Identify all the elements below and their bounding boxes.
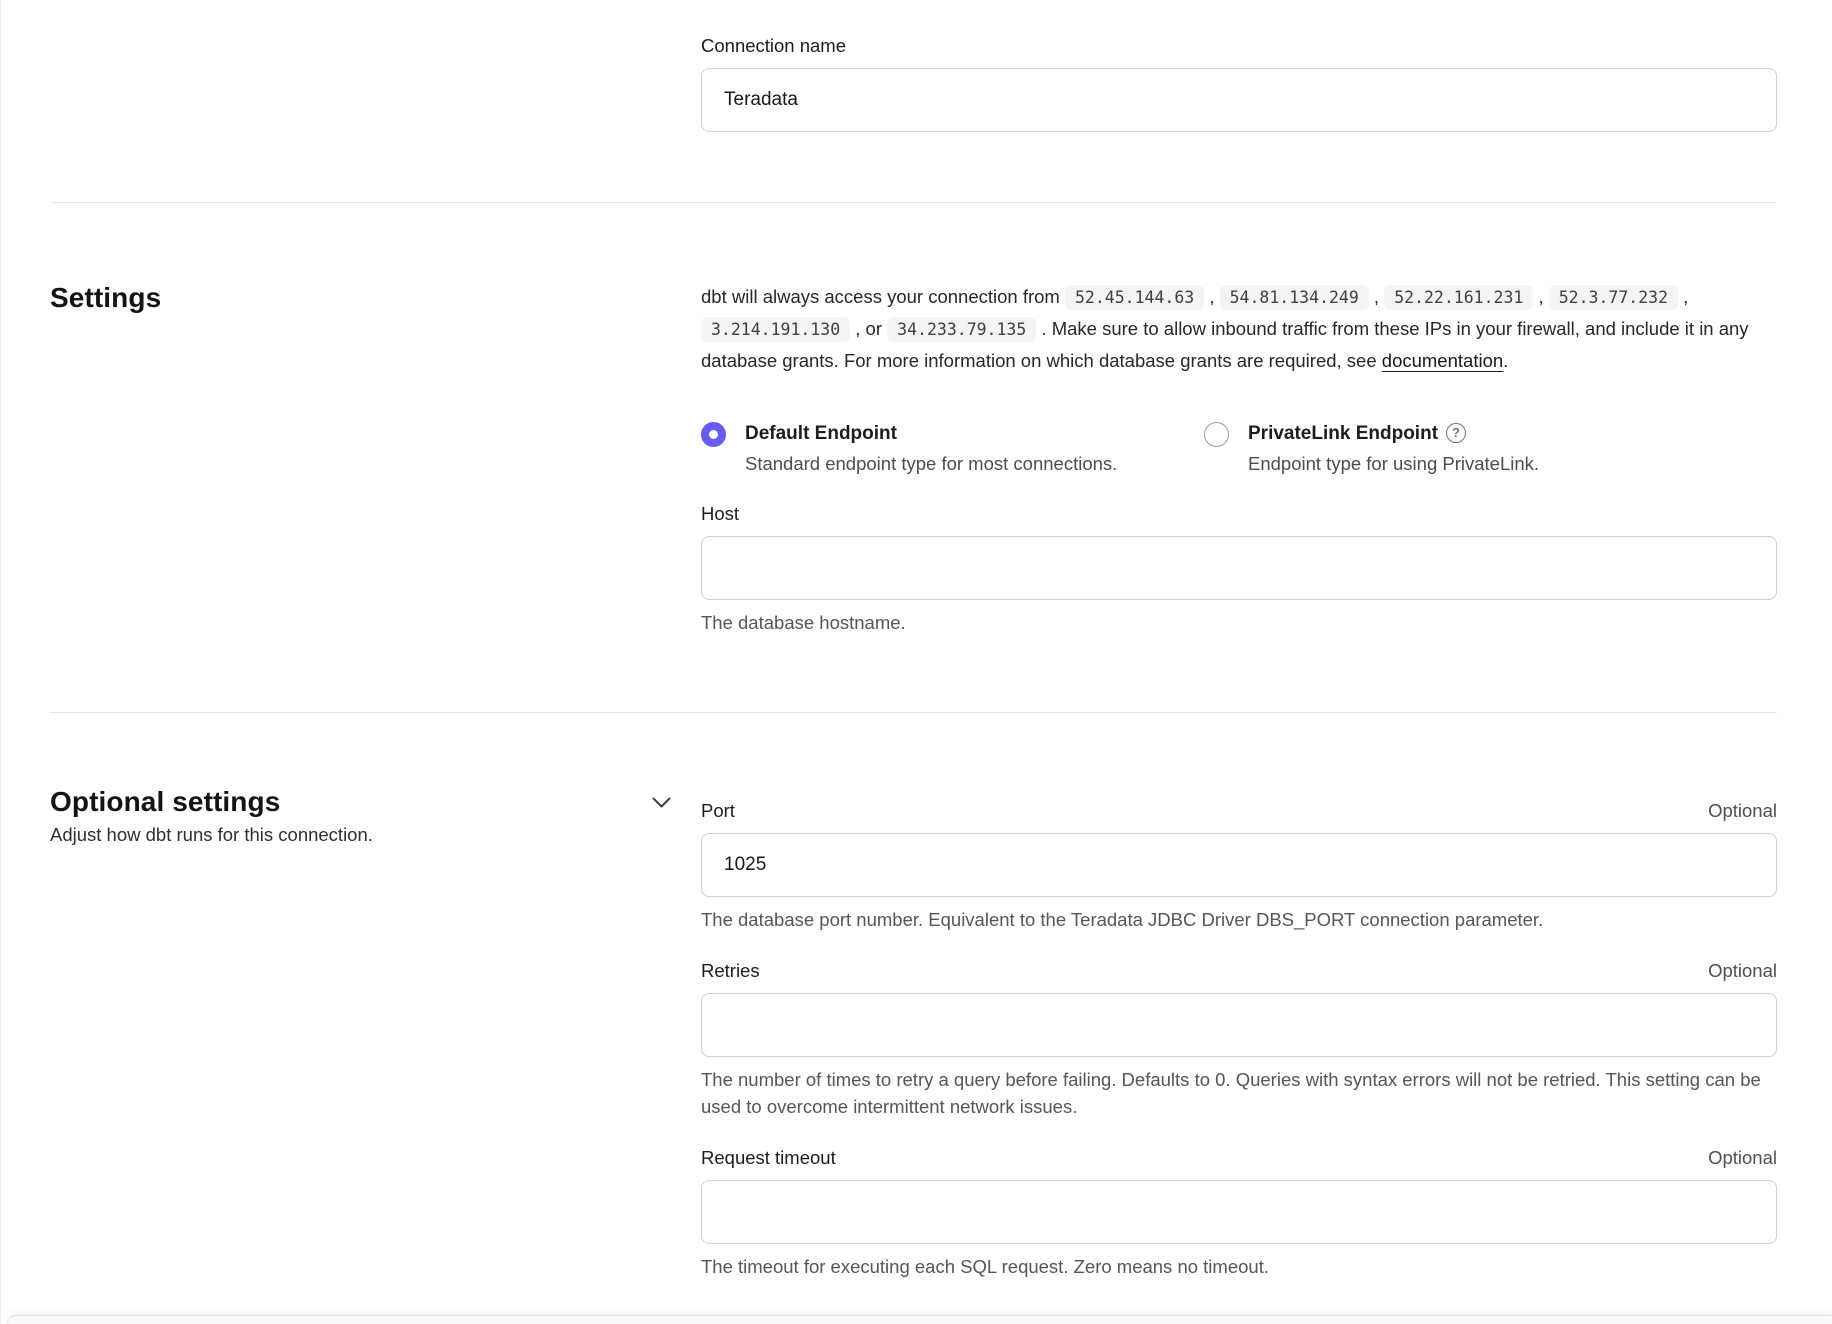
port-input[interactable] (701, 833, 1777, 897)
host-field (701, 502, 1777, 636)
radio-button-icon[interactable] (701, 422, 726, 447)
help-icon[interactable]: ? (1446, 423, 1466, 443)
request-timeout-help-text: The timeout for executing each SQL request. Zero means no timeout. (701, 1256, 1269, 1277)
settings-section (50, 203, 1777, 712)
port-label: Port (701, 800, 735, 821)
settings-intro-text: dbt will always access your connection from 52.45.144.63 , 54.81.134.249 , 52.22.161.231 , 52.3.77.232 , 3.214.191.130 , or 34.233.79.135 . Make sure to allow inbound traffic from these IPs in your firewall, and include it in any database grants. For more information on which database grants are required, see documentation. (701, 286, 1749, 371)
collapse-section-button[interactable] (648, 793, 675, 816)
endpoint-option-label: Default Endpoint (745, 423, 897, 444)
ip-address-chip: 52.22.161.231 (1384, 285, 1533, 310)
footer-panel-edge (7, 1315, 1832, 1324)
connection-settings-page (1, 0, 1832, 1280)
radio-button-icon[interactable] (1204, 422, 1229, 447)
left-spacer (50, 34, 675, 132)
optional-settings-heading-block (50, 785, 373, 849)
host-label: Host (701, 503, 740, 524)
settings-heading: Settings (50, 282, 162, 313)
optional-settings-subheading: Adjust how dbt runs for this connection. (50, 824, 373, 845)
port-field (701, 799, 1777, 933)
host-help-text: The database hostname. (701, 612, 906, 633)
optional-settings-header (50, 785, 675, 1280)
endpoint-option-label: PrivateLink Endpoint (1248, 423, 1439, 444)
ip-address-chip: 54.81.134.249 (1220, 285, 1369, 310)
optional-settings-fields (701, 785, 1777, 1280)
port-label-row (701, 799, 1777, 823)
ip-address-chip: 34.233.79.135 (887, 317, 1036, 342)
retries-help-text: The number of times to retry a query before failing. Defaults to 0. Queries with syntax errors will not be retried. This setting can be used to overcome intermittent network issues. (701, 1069, 1761, 1117)
endpoint-option-privatelink-texts (1248, 420, 1539, 478)
optional-badge: Optional (1708, 1147, 1777, 1168)
ip-address-chip: 52.45.144.63 (1065, 285, 1204, 310)
connection-name-field (701, 34, 1777, 132)
retries-field (701, 959, 1777, 1120)
connection-name-input[interactable] (701, 68, 1777, 132)
request-timeout-label-row (701, 1146, 1777, 1170)
ip-address-chip: 3.214.191.130 (701, 317, 850, 342)
port-help-text: The database port number. Equivalent to the Teradata JDBC Driver DBS_PORT connection parameter. (701, 909, 1544, 930)
endpoint-option-description: Endpoint type for using PrivateLink. (1248, 453, 1540, 474)
retries-label: Retries (701, 960, 760, 981)
settings-heading-column (50, 281, 675, 636)
retries-label-row (701, 959, 1777, 983)
ip-address-chip: 52.3.77.232 (1549, 285, 1678, 310)
optional-settings-section (50, 713, 1777, 1280)
request-timeout-label: Request timeout (701, 1147, 836, 1168)
endpoint-option-default-texts (745, 420, 1117, 478)
optional-badge: Optional (1708, 800, 1777, 821)
request-timeout-field (701, 1146, 1777, 1280)
request-timeout-input[interactable] (701, 1180, 1777, 1244)
optional-badge: Optional (1708, 960, 1777, 981)
endpoint-option-default[interactable] (701, 420, 1204, 478)
host-input[interactable] (701, 536, 1777, 600)
optional-settings-heading: Optional settings (50, 786, 281, 817)
connection-name-label: Connection name (701, 35, 847, 56)
endpoint-radio-group (701, 420, 1777, 478)
documentation-link[interactable]: documentation (1381, 350, 1504, 371)
retries-input[interactable] (701, 993, 1777, 1057)
settings-content-column (701, 281, 1777, 636)
endpoint-option-privatelink[interactable] (1204, 420, 1707, 478)
chevron-down-icon (652, 797, 671, 812)
endpoint-option-description: Standard endpoint type for most connections. (745, 453, 1118, 474)
connection-name-section (50, 0, 1777, 202)
